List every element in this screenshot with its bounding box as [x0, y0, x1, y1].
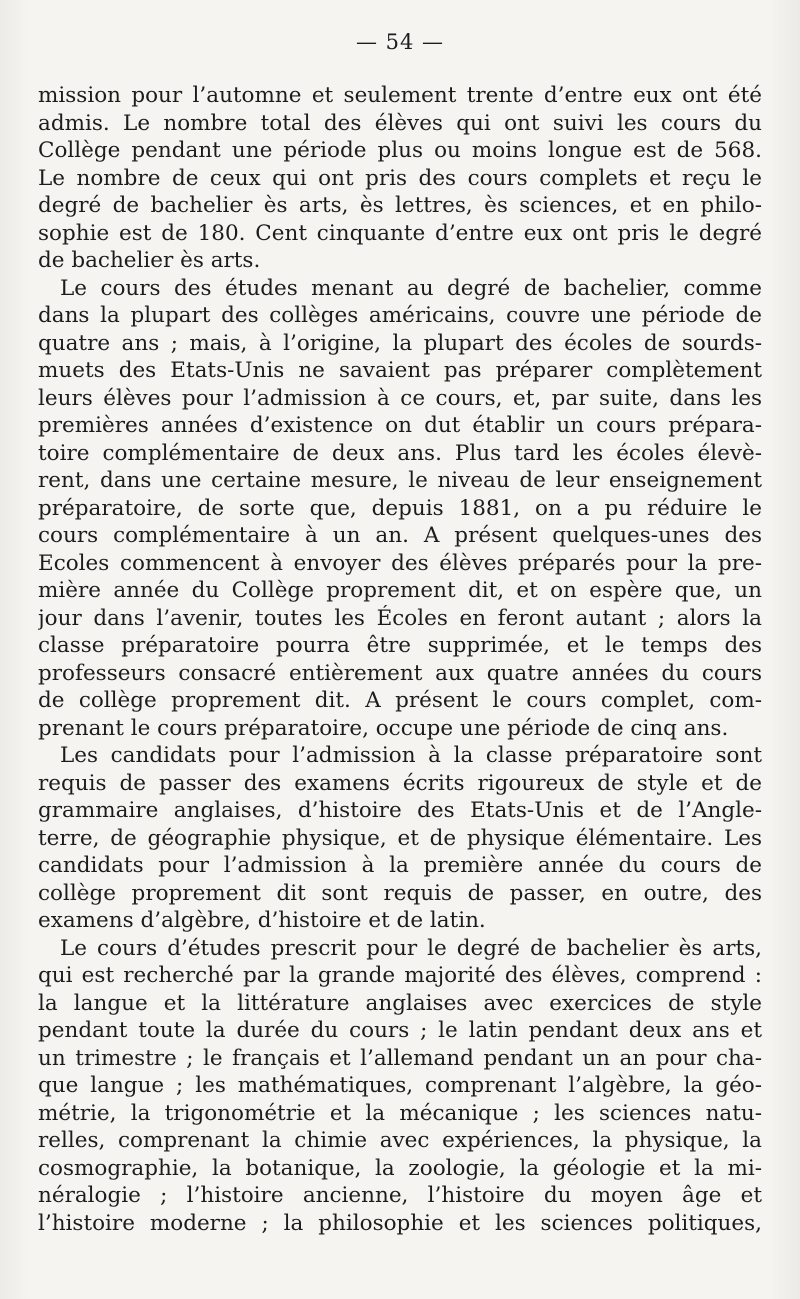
text-line: relles, comprenant la chimie avec expériences, la physique, la — [38, 1128, 762, 1153]
text-line: premières années d’existence on dut établir un cours prépara- — [38, 413, 762, 438]
text-line: que langue ; les mathématiques, comprenant l’algèbre, la géo- — [38, 1073, 762, 1098]
text-line: prenant le cours préparatoire, occupe une période de cinq ans. — [38, 715, 729, 741]
text-line: métrie, la trigonométrie et la mécanique ; les sciences natu- — [38, 1100, 762, 1126]
text-line: cosmographie, la botanique, la zoologie, la géologie et la mi- — [38, 1155, 762, 1181]
text-line: néralogie ; l’histoire ancienne, l’histoire du moyen âge et — [38, 1183, 762, 1208]
text-line: mission pour l’automne et seulement trente d’entre eux ont été — [38, 83, 762, 108]
text-line: de collège proprement dit. A présent le cours complet, com- — [38, 688, 762, 713]
text-line: Le nombre de ceux qui ont pris des cours complets et reçu le — [38, 165, 762, 191]
page-number: — 54 — — [355, 30, 445, 54]
text-line: pendant toute la durée du cours ; le latin pendant deux ans et — [38, 1018, 762, 1043]
text-line: préparatoire, de sorte que, depuis 1881, on a pu réduire le — [38, 495, 762, 521]
text-line: classe préparatoire pourra être supprimée, et le temps des — [38, 633, 762, 658]
text-line: admis. Le nombre total des élèves qui ont suivi les cours du — [38, 110, 762, 136]
text-line: requis de passer des examens écrits rigoureux de style et de — [38, 770, 762, 796]
text-line: dans la plupart des collèges américains, couvre une période de — [38, 303, 762, 328]
text-line: qui est recherché par la grande majorité des élèves, comprend : — [38, 963, 762, 988]
text-line: collège proprement dit sont requis de passer, en outre, des — [38, 880, 762, 906]
text-line: sophie est de 180. Cent cinquante d’entre eux ont pris le degré — [38, 220, 762, 246]
text-line: rent, dans une certaine mesure, le niveau de leur enseignement — [38, 468, 762, 493]
text-line: degré de bachelier ès arts, ès lettres, ès sciences, et en philo- — [38, 193, 762, 218]
text-line: un trimestre ; le français et l’allemand pendant un an pour cha- — [38, 1045, 762, 1071]
text-line: de bachelier ès arts. — [38, 248, 261, 273]
text-line: toire complémentaire de deux ans. Plus tard les écoles élevè- — [38, 440, 762, 466]
text-line: Les candidats pour l’admission à la classe préparatoire sont — [60, 743, 762, 768]
text-line: terre, de géographie physique, et de physique élémentaire. Les — [38, 825, 762, 851]
text-line: jour dans l’avenir, toutes les Écoles en feront autant ; alors la — [38, 605, 762, 631]
text-line: candidats pour l’admission à la première année du cours de — [38, 853, 762, 878]
text-line: l’histoire moderne ; la philosophie et les sciences politiques, — [38, 1210, 762, 1236]
text-line: Collège pendant une période plus ou moins longue est de 568. — [38, 138, 762, 163]
text-line: grammaire anglaises, d’histoire des Etats-Unis et de l’Angle- — [38, 798, 762, 823]
text-line: quatre ans ; mais, à l’origine, la plupart des écoles de sourds- — [38, 330, 762, 356]
text-line: la langue et la littérature anglaises avec exercices de style — [38, 990, 762, 1016]
text-line: mière année du Collège proprement dit, et on espère que, un — [38, 578, 762, 603]
text-line: examens d’algèbre, d’histoire et de latin. — [38, 908, 486, 933]
text-line: muets des Etats-Unis ne savaient pas préparer complètement — [38, 358, 762, 383]
body-text — [38, 82, 762, 1237]
text-line: Le cours des études menant au degré de bachelier, comme — [60, 275, 762, 301]
text-line: Ecoles commencent à envoyer des élèves préparés pour la pre- — [38, 550, 762, 576]
text-line: professeurs consacré entièrement aux quatre années du cours — [38, 660, 762, 686]
text-line: leurs élèves pour l’admission à ce cours, et, par suite, dans les — [38, 385, 762, 411]
text-line: cours complémentaire à un an. A présent quelques-unes des — [38, 523, 762, 548]
text-line: Le cours d’études prescrit pour le degré de bachelier ès arts, — [60, 935, 762, 961]
